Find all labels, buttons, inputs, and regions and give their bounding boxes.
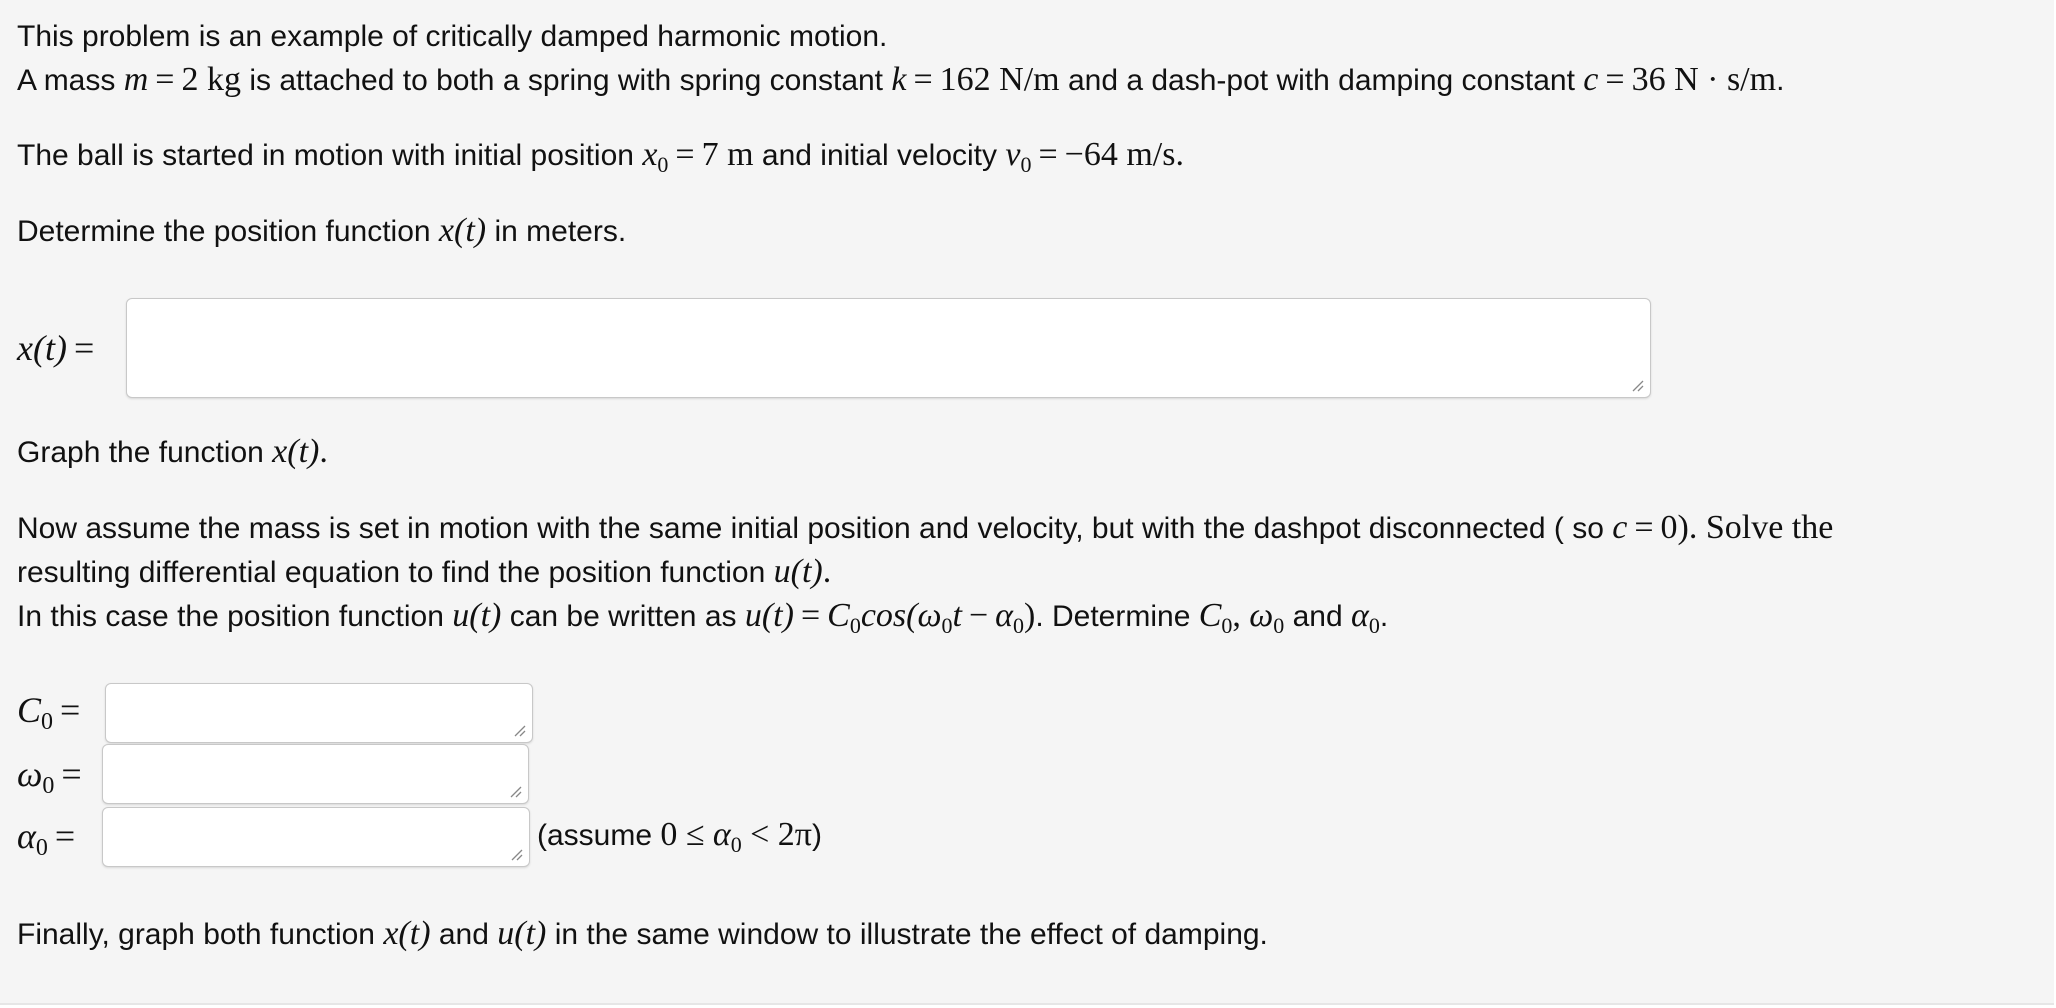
x0-var: $x_0$ xyxy=(642,136,669,177)
v0-var: $v_0$ xyxy=(1005,136,1032,177)
x0-value: 7 m xyxy=(701,136,754,173)
final-text-end: in the same window to illustrate the effect of damping. xyxy=(554,918,1268,951)
mass-value: 2 kg xyxy=(181,61,241,98)
u-function: u(t) xyxy=(497,915,547,952)
resize-handle-icon[interactable] xyxy=(512,723,526,737)
alpha0-symbol: $\alpha_0$ xyxy=(1351,597,1380,638)
omega0-input[interactable] xyxy=(102,744,529,804)
undamped-text-3: In this case the position function xyxy=(17,600,444,633)
alpha0-constraint: (assume $0 \le \alpha_0 < 2\pi$) xyxy=(537,816,822,857)
c-zero: 0). Solve the xyxy=(1660,509,1834,546)
initial-conditions-line: The ball is started in motion with initial position $x_0 = 7$ m and initial velocity $v_0 = -64$ m/s. xyxy=(17,136,1184,177)
damping-value: 36 N · s/m xyxy=(1631,61,1777,98)
damping-var: c xyxy=(1583,61,1599,98)
position-function: x(t) xyxy=(438,212,487,249)
alpha0-label: $\alpha_0$ = xyxy=(17,816,76,861)
u-function: u(t) xyxy=(773,553,823,590)
initial-text: The ball is started in motion with initial position xyxy=(17,139,634,172)
determine-units: in meters. xyxy=(494,215,627,248)
velocity-text: and initial velocity xyxy=(761,139,998,172)
omega0-label: $\omega_0$ = xyxy=(17,754,82,799)
and-text: and xyxy=(438,918,489,951)
determine-text: . Determine xyxy=(1035,600,1191,633)
period: . xyxy=(822,553,832,590)
c0-label: $C_0$ = xyxy=(17,690,81,735)
period: . xyxy=(1776,64,1785,97)
final-line xyxy=(17,914,1268,955)
c-var: c xyxy=(1612,509,1628,546)
and-text: and xyxy=(1292,600,1343,633)
v0-value: −64 m/s. xyxy=(1064,136,1184,173)
resize-handle-icon[interactable] xyxy=(1630,378,1644,392)
u-formula: $u(t) = C_0\cos(\omega_0t - \alpha_0)$ xyxy=(744,597,1036,638)
graph-text: Graph the function xyxy=(17,436,264,469)
x-function: x(t) xyxy=(383,915,431,952)
undamped-line-1: Now assume the mass is set in motion with the same initial position and velocity, but with the dashpot disconnected ( so c = 0). Solve the xyxy=(17,509,1834,546)
u-function: u(t) xyxy=(452,597,502,634)
mass-text: A mass xyxy=(17,64,116,97)
spring-value: 162 N/m xyxy=(939,61,1060,98)
written-as-text: can be written as xyxy=(509,600,737,633)
x-answer-label: x(t) = xyxy=(17,328,95,368)
x-answer-input[interactable] xyxy=(126,298,1651,398)
intro-line: This problem is an example of critically damped harmonic motion. xyxy=(17,20,888,53)
determine-text: Determine the position function xyxy=(17,215,431,248)
parameters-line: A mass m = 2 kg is attached to both a spring with spring constant k = 162 N/m and a dash-pot with damping constant c = 36 N · s/m. xyxy=(17,61,1785,98)
period: . xyxy=(319,433,328,470)
graph-x-line xyxy=(17,432,328,473)
spring-var: k xyxy=(891,61,907,98)
resize-handle-icon[interactable] xyxy=(508,784,522,798)
c0-symbol: $C_0$, xyxy=(1198,597,1241,638)
undamped-text: Now assume the mass is set in motion with the same initial position and velocity, but with the dashpot disconnected ( so xyxy=(17,512,1604,545)
undamped-line-3 xyxy=(17,596,1388,646)
graph-function: x(t) xyxy=(272,433,320,470)
undamped-line-2 xyxy=(17,552,831,593)
period: . xyxy=(1379,600,1389,633)
resize-handle-icon[interactable] xyxy=(509,847,523,861)
alpha0-input[interactable] xyxy=(102,807,530,867)
undamped-text-2: resulting differential equation to find the position function xyxy=(17,556,766,589)
determine-line xyxy=(17,211,626,252)
final-text: Finally, graph both function xyxy=(17,918,375,951)
mass-var: m xyxy=(123,61,149,98)
damping-text: and a dash-pot with damping constant xyxy=(1067,64,1575,97)
c0-input[interactable] xyxy=(105,683,533,743)
spring-text: is attached to both a spring with spring constant xyxy=(249,64,884,97)
omega0-symbol: $\omega_0$ xyxy=(1249,597,1285,638)
